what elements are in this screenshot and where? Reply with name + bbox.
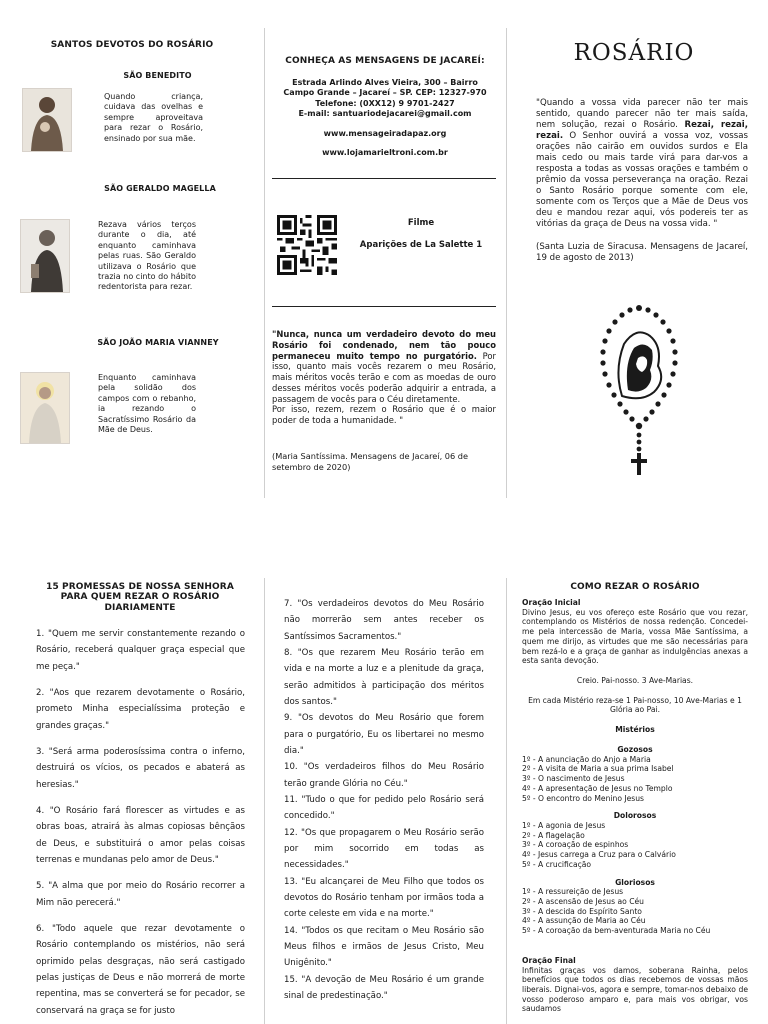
mystery-item: 5º - A crucificação [522,859,592,869]
promise-item: 6. "Todo aquele que rezar devotamente o Rosário contemplando os mistérios, não será oprimido pelas desgraças, não será castigado pelas justiças de Deus e não morrerá de morte repentina, mas se converterá se for pecador, se conservará na graça se for justo [36,923,245,1016]
quote-emphasis: Rezai, rezai, rezai. [536,120,749,141]
mystery-group-title: Dolorosos [613,811,657,821]
divider [272,178,496,179]
howto-section [522,598,748,1014]
saint-name: SÃO JOÃO MARIA VIANNEY [97,338,219,347]
address-line: Estrada Arlindo Alves Vieira, 300 – Bairro [292,78,478,87]
promise-item: 14. "Todos os que recitam o Meu Rosário são Meus filhos e irmãos de Jesus Cristo, Meu Unigênito." [284,925,484,969]
address-line: Campo Grande – Jacareí – SP. CEP: 12327-970 [283,88,487,98]
website-link[interactable]: www.lojamarieltroni.com.br [322,147,448,157]
luzia-message-quote [536,98,748,230]
promises-list-left [36,626,245,1019]
quote-text: "Quando a vossa vida parecer não ter mais sentido, quando parecer não ter mais saída, nem solução, rezai o Rosário. [536,98,748,130]
qr-code-image[interactable] [277,215,337,275]
saint-bio: Rezava vários terços durante o dia, até enquanto caminhava pelas ruas. São Geraldo utilizava o Rosário que trazia no cinto do hábito redentorista para rezar. [98,220,196,292]
saint-portrait-image [22,88,72,152]
promise-item: 10. "Os verdadeiros filhos do Meu Rosário terão grande Glória no Céu." [284,762,484,789]
mystery-item: 4º - A apresentação de Jesus no Templo [522,783,673,793]
promise-item: 3. "Será arma poderosíssima contra o inferno, destruirá os vícios, os pecados e abaterá as heresias." [36,746,245,790]
mystery-item: 5º - O encontro do Menino Jesus [522,793,645,803]
page-title: ROSÁRIO [573,40,695,66]
film-label: Filme [407,218,435,228]
contact-info [272,78,498,158]
section-heading: Oração Inicial [522,598,581,607]
howto-title: COMO REZAR O ROSÁRIO [570,582,700,592]
divider [272,306,496,307]
promise-item: 12. "Os que propagarem o Meu Rosário serão por mim socorrido em todas as necessidades." [284,827,484,871]
quote-text: O Senhor ouvirá a vossa voz, vossas orações não cairão em ouvidos surdos e Ela mais cedo ou mais tarde virá para dar-vos a resposta a todas as vossas orações e também o prêmio da vossa perseverança na oração. Rezai o Santo Rosário porque somente com ele, somente com os Terços que a Mãe de Deus vos deu e mandou rezar aqui, vós podereis ter as vitórias da graça de Deus na vossa vida. " [536,131,748,229]
quote-source: (Santa Luzia de Siracusa. Mensagens de Jacareí, 19 de agosto de 2013) [536,242,748,264]
prayer-text: Infinitas graças vos damos, soberana Rainha, pelos benefícios que todos os dias recebemos de vossas mãos liberais. Dignai-vos, agora e sempre, tomar-nos debaixo de vosso poderoso amparo e, para mais vos obrigar, vos saudamos [522,965,748,1014]
mystery-list [522,821,748,870]
promise-item: 15. "A devoção de Meu Rosário é um grande sinal de predestinação." [284,974,484,1001]
saint-bio: Enquanto caminhava pela solidão dos campos com o rebanho, ia rezando o Sacratíssimo Rosário da Mãe de Deus. [98,373,196,434]
quote-text: Por isso, rezem, rezem o Rosário que é o maior poder de toda a humanidade. " [272,404,496,425]
mystery-item: 1º - A anunciação do Anjo a Maria [522,754,651,764]
mystery-item: 2º - A ascensão de Jesus ao Céu [522,896,644,906]
promises-title: 15 PROMESSAS DE NOSSA SENHORA PARA QUEM REZAR O ROSÁRIO DIARIAMENTE [46,582,234,613]
mystery-list [522,755,748,804]
mystery-item: 3º - O nascimento de Jesus [522,774,625,784]
promise-item: 7. "Os verdadeiros devotos do Meu Rosário não morrerão sem antes receber os Santíssimos Sacramentos." [284,599,484,642]
saint-portrait-image [20,219,70,293]
saint-name: SÃO BENEDITO [123,71,192,80]
mystery-item: 2º - A visita de Maria a sua prima Isabel [522,764,674,774]
contacts-title: CONHEÇA AS MENSAGENS DE JACAREÍ: [285,56,485,66]
promise-item: 11. "Tudo o que for pedido pelo Rosário será concedido." [284,794,484,822]
mystery-item: 5º - A coroação da bem-aventurada Maria no Céu [522,926,711,936]
mystery-item: 2º - A flagelação [522,830,585,840]
promise-item: 2. "Aos que rezarem devotamente o Rosário, prometo Minha especialíssima proteção e grandes graças." [36,687,245,731]
mystery-item: 3º - A coroação de espinhos [522,840,629,850]
mystery-item: 3º - A descida do Espírito Santo [522,906,642,916]
promise-item: 13. "Eu alcançarei de Meu Filho que todos os devotos do Rosário tenham por irmãos toda a corte celeste em vida e na morte." [284,876,484,920]
saint-name: SÃO GERALDO MAGELLA [104,184,216,193]
mystery-item: 1º - A agonia de Jesus [522,820,606,830]
prayer-instruction: Creio. Pai-nosso. 3 Ave-Marias. [576,676,694,686]
email-text: E-mail: santuariodejacarei@gmail.com [298,109,472,119]
mystery-list [522,887,748,936]
prayer-instruction: Em cada Mistério reza-se 1 Pai-nosso, 10 Ave-Marias e 1 Glória ao Pai. [528,695,742,715]
rosary-madonna-illustration [584,300,694,480]
mysteries-heading: Mistérios [615,725,655,735]
website-link[interactable]: www.mensageiradapaz.org [323,128,447,138]
promises-list-right [284,596,484,1004]
phone-text: Telefone: (0XX12) 9 9701-2427 [315,98,455,108]
film-title[interactable]: Aparições de La Salette 1 [359,240,483,250]
quote-text: Por isso, quanto mais vocês rezarem o meu Rosário, mais méritos vocês terão e com as moedas de ouro desses méritos vocês poderão adquirir a entrada, a passagem de vocês para o Céu diretamente. [272,350,496,404]
mystery-group-title: Gloriosos [615,877,655,887]
saint-bio: Quando criança, cuidava das ovelhas e sempre aproveitava para rezar o Rosário, ensinado por sua mãe. [104,92,203,143]
promise-item: 4. "O Rosário fará florescer as virtudes e as obras boas, atrairá às almas copiosas bênçãos de Deus, e substituirá o amor pelas coisas terrenas e mundanas pelo amor de Deus." [36,805,245,865]
section-heading: Oração Final [522,955,576,965]
promise-item: 9. "Os devotos do Meu Rosário que forem para o purgatório, Eu os libertarei no mesmo dia." [284,713,484,756]
quote-emphasis: "Nunca, nunca um verdadeiro devoto do meu Rosário foi condenado, nem tão pouco permaneceu muito tempo no purgatório. [272,329,496,361]
mystery-item: 4º - A assunção de Maria ao Céu [522,916,646,926]
promise-item: 8. "Os que rezarem Meu Rosário terão em vida e na morte a luz e a plenitude da graça, serão admitidos à participação dos méritos dos santos." [284,647,484,707]
mystery-group-title: Gozosos [617,744,653,754]
mary-message-quote [272,329,496,426]
mystery-item: 1º - A ressureição de Jesus [522,887,624,897]
mystery-item: 4º - Jesus carrega a Cruz para o Calvário [522,850,676,860]
prayer-text: Divino Jesus, eu vos ofereço este Rosário que vou rezar, contemplando os Mistérios de nossa redenção. Concedei-me pela intercessão de Maria, vossa Mãe Santíssima, a quem me dirijo, as virtudes que me são necessárias para bem rezá-lo e a graça de ganhar as indulgências anexas a esta santa devoção. [522,607,748,666]
promise-item: 1. "Quem me servir constantemente rezando o Rosário, receberá qualquer graça especial que me peça." [36,629,245,672]
saint-portrait-image [20,372,70,444]
promise-item: 5. "A alma que por meio do Rosário recorrer a Mim não perecerá." [36,881,245,908]
quote-source: (Maria Santíssima. Mensagens de Jacareí, 06 de setembro de 2020) [272,451,469,472]
saints-title: SANTOS DEVOTOS DO ROSÁRIO [50,40,214,50]
